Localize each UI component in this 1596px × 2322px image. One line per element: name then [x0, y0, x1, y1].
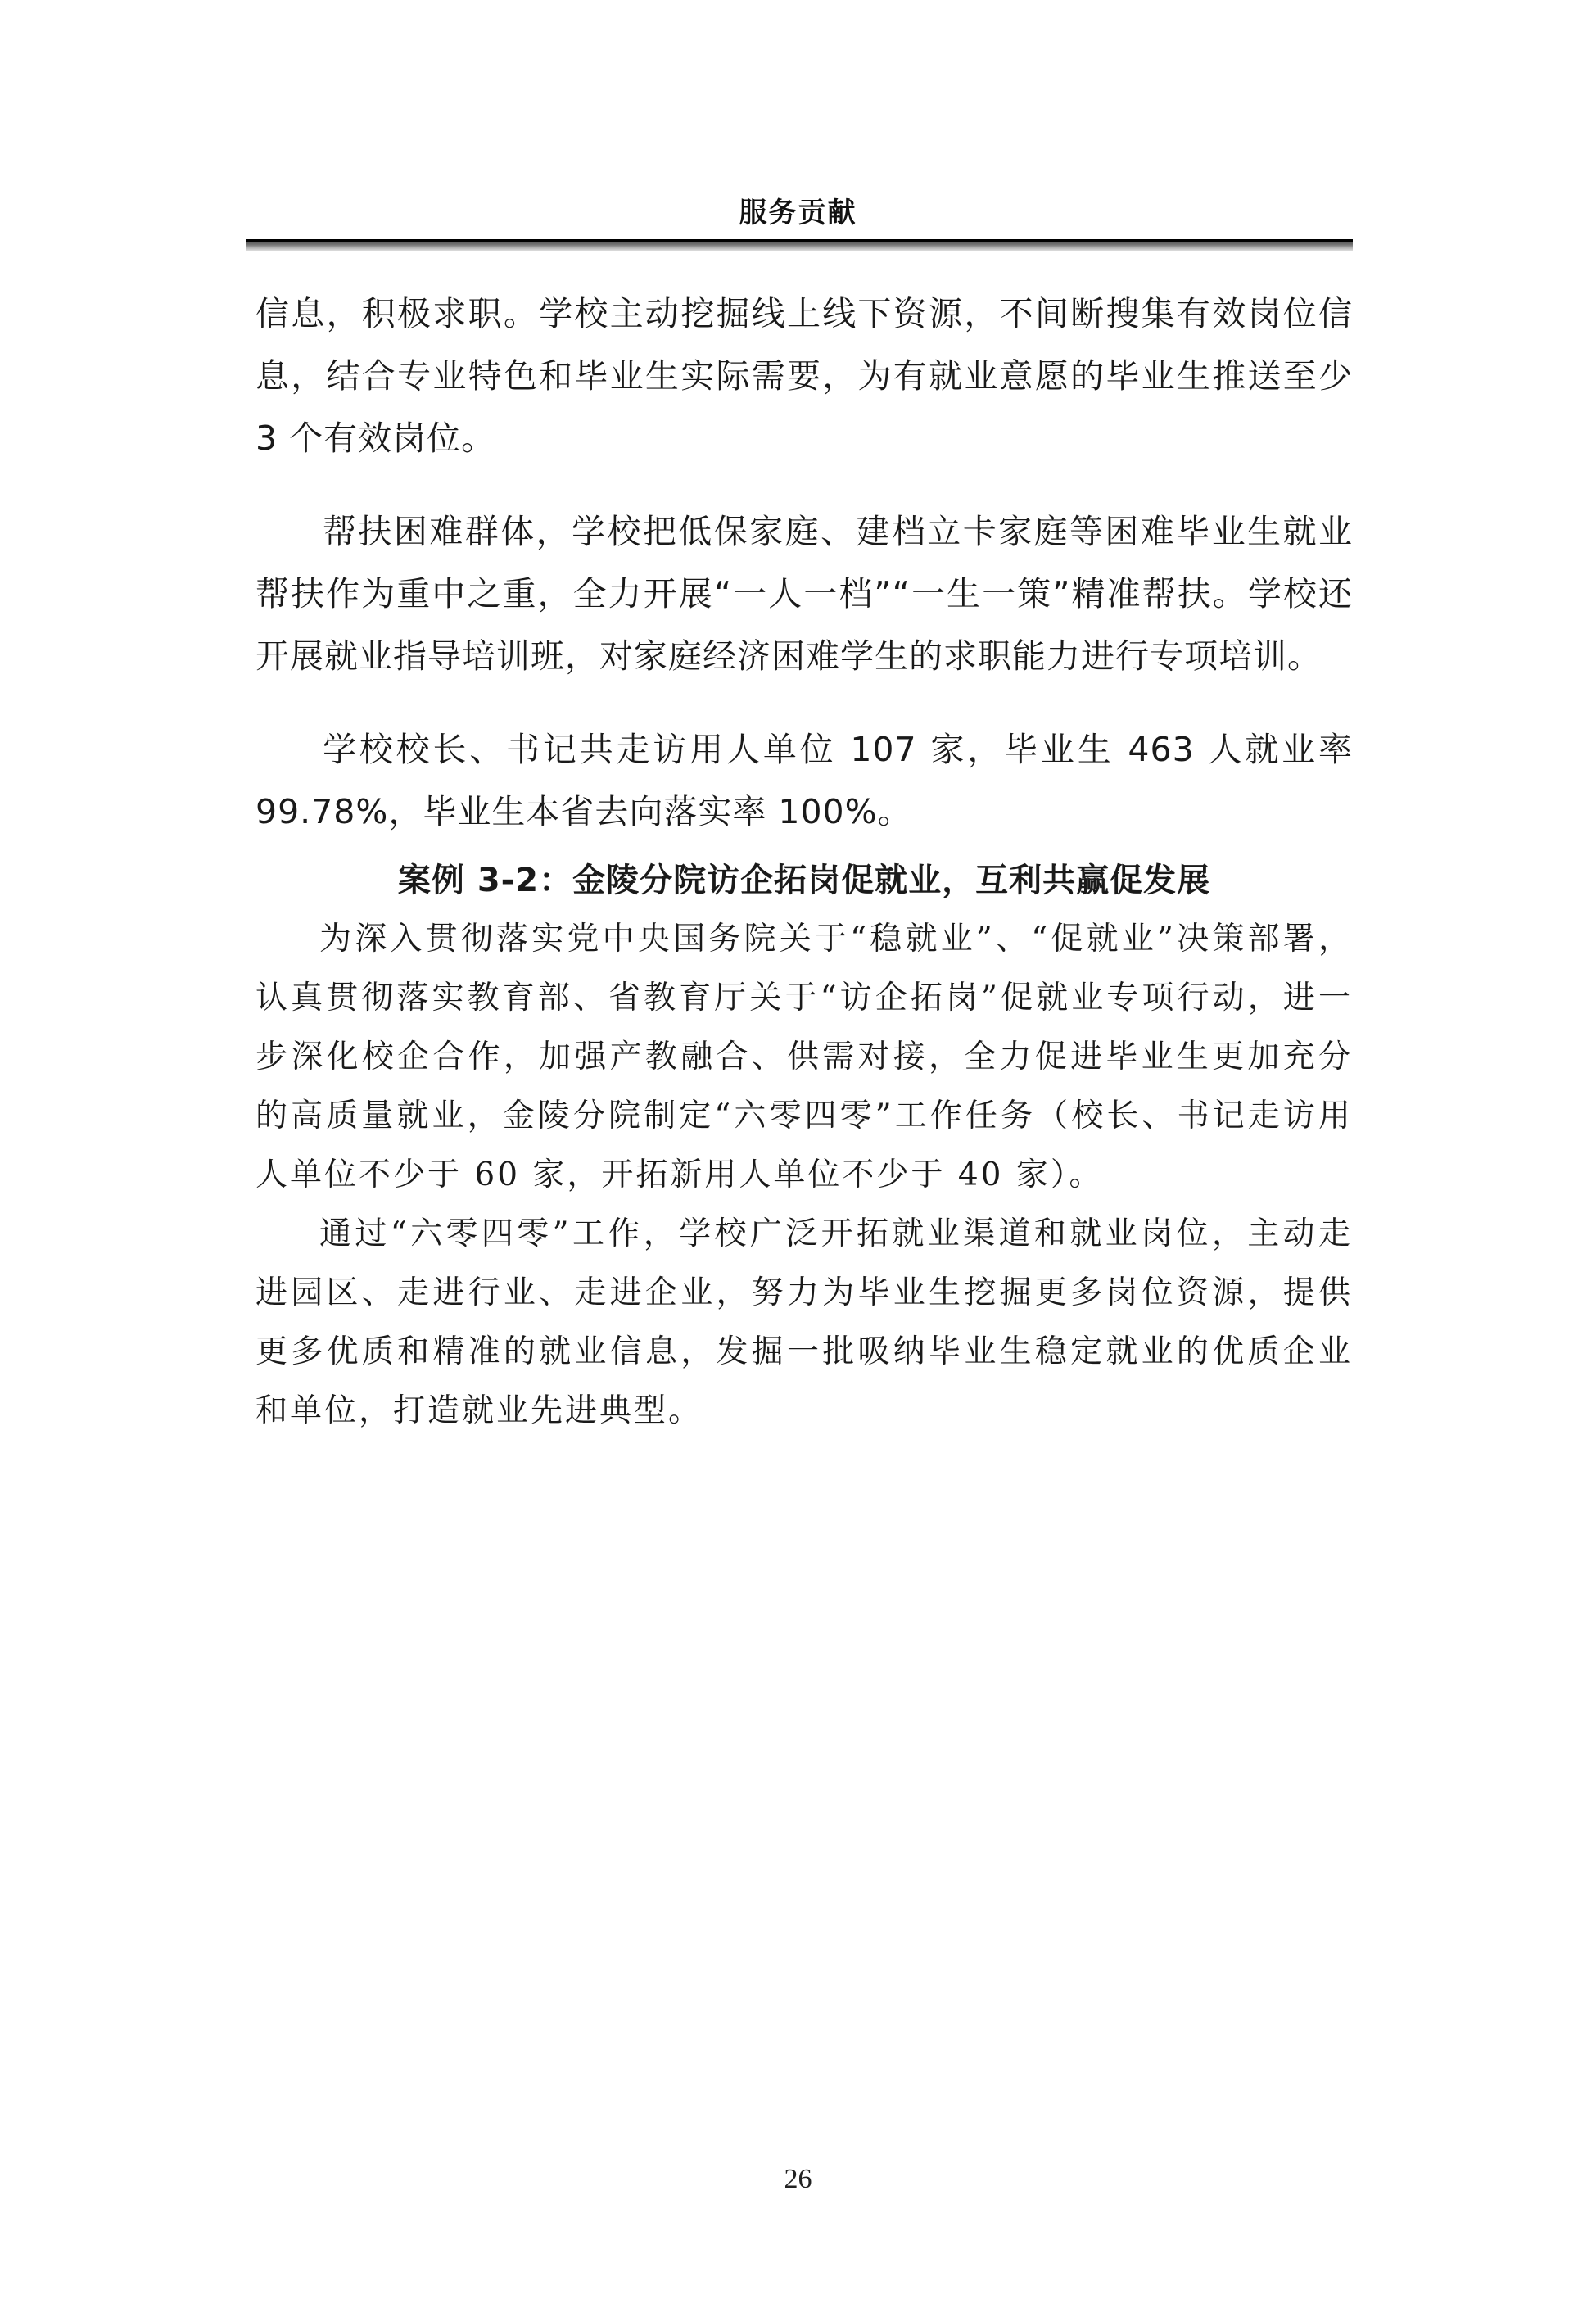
- running-header-title: 服务贡献: [739, 197, 857, 229]
- body-paragraph-2: 帮扶困难群体，学校把低保家庭、建档立卡家庭等困难毕业生就业帮扶作为重中之重，全力开展“一人一档”“一生一策”精准帮扶。学校还开展就业指导培训班，对家庭经济困难学生的求职能力进行专项培训。: [255, 512, 1353, 676]
- paragraph-gap: [255, 469, 1353, 500]
- case-body: [255, 910, 1353, 1441]
- page-number: 26: [784, 2164, 812, 2194]
- case-paragraph-1: 为深入贯彻落实党中央国务院关于“稳就业”、“促就业”决策部署，认真贯彻落实教育部、省教育厅关于“访企拓岗”促就业专项行动，进一步深化校企合作，加强产教融合、供需对接，全力促进毕业生更加充分的高质量就业，金陵分院制定“六零四零”工作任务（校长、书记走访用人单位不少于 60 家，开拓新用人单位不少于 40 家）。: [255, 921, 1353, 1193]
- header-rule: [246, 239, 1353, 251]
- page-content: [255, 283, 1353, 1441]
- case-paragraph-2: 通过“六零四零”工作，学校广泛开拓就业渠道和就业岗位，主动走进园区、走进行业、走进企业，努力为毕业生挖掘更多岗位资源，提供更多优质和精准的就业信息，发掘一批吸纳毕业生稳定就业的优质企业和单位，打造就业先进典型。: [255, 1215, 1353, 1429]
- paragraph-gap: [255, 687, 1353, 718]
- body-paragraph-1: 信息，积极求职。学校主动挖掘线上线下资源，不间断搜集有效岗位信息，结合专业特色和毕业生实际需要，为有就业意愿的毕业生推送至少 3 个有效岗位。: [255, 294, 1353, 458]
- case-title: 案例 3-2：金陵分院访企拓岗促就业，互利共赢促发展: [397, 862, 1211, 899]
- body-paragraph-3: 学校校长、书记共走访用人单位 107 家，毕业生 463 人就业率 99.78%，毕业生本省去向落实率 100%。: [255, 730, 1353, 831]
